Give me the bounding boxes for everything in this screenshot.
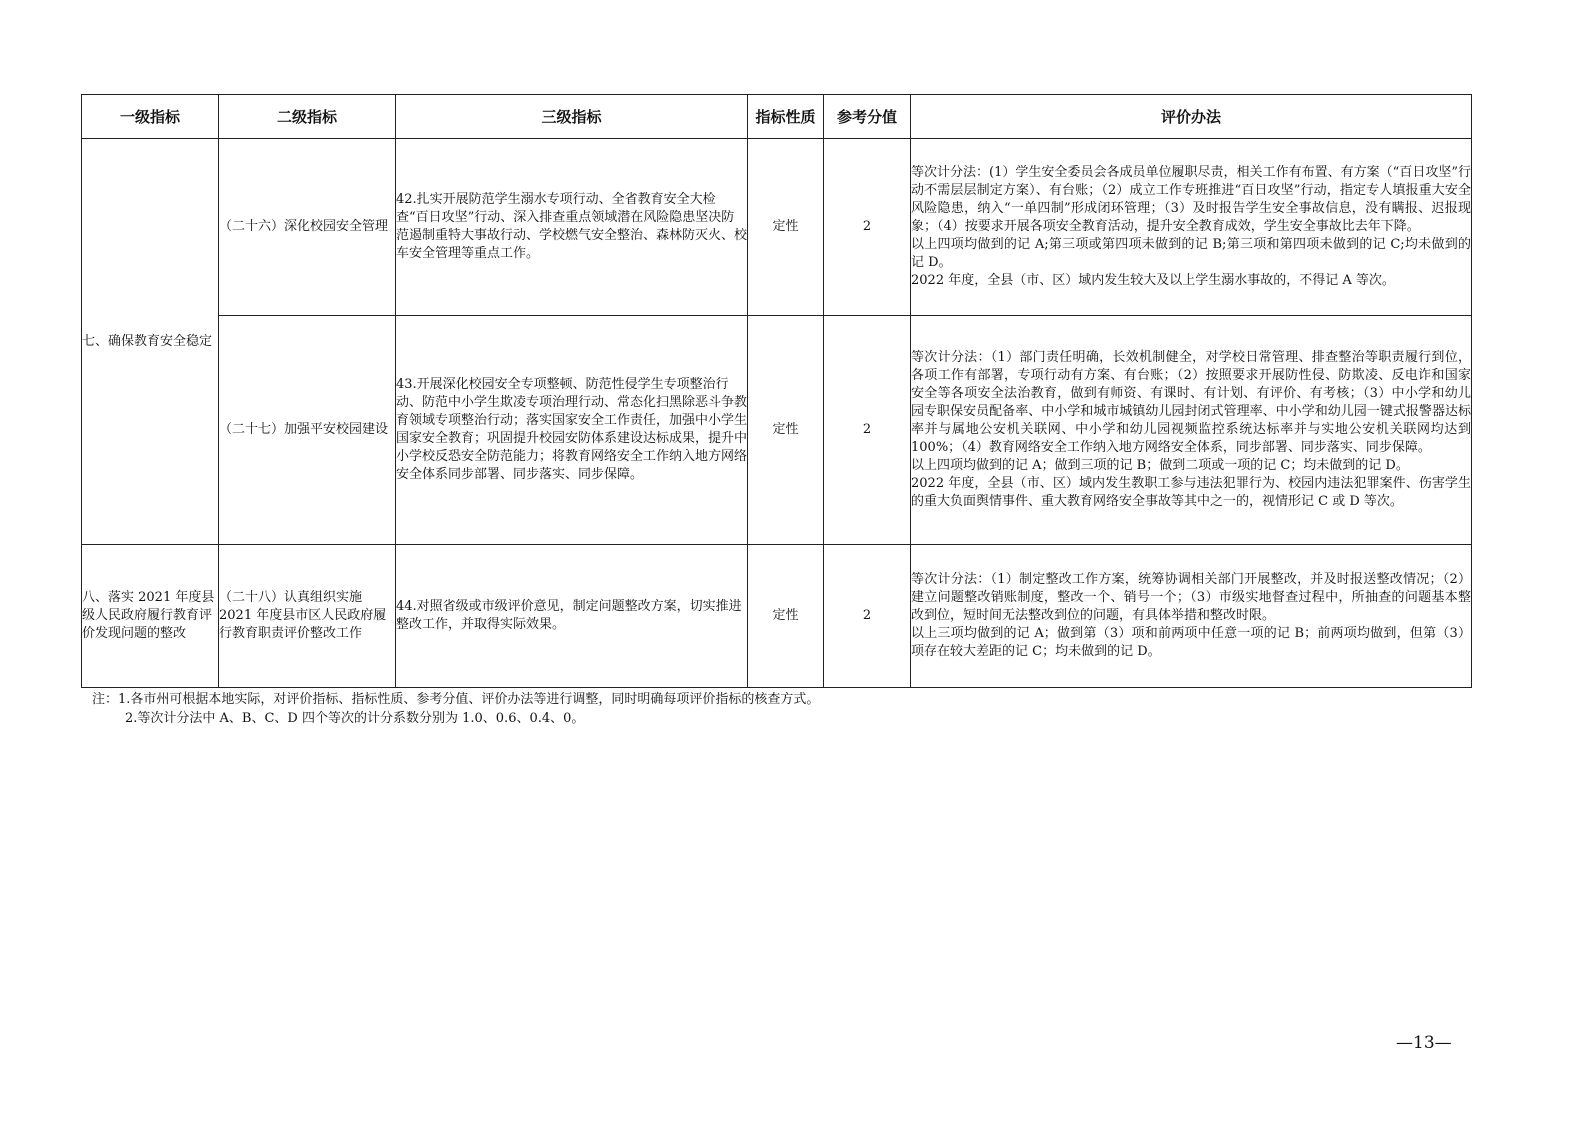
level3-cell: 44.对照省级或市级评价意见，制定问题整改方案，切实推进整改工作，并取得实际效果。	[396, 545, 748, 688]
method-cell	[911, 139, 1472, 316]
method-paragraph: 等次计分法：(1）学生安全委员会各成员单位履职尽责，相关工作有布置、有方案（“百日攻坚”行动不需层层制定方案）、有台账；（2）成立工作专班推进“百日攻坚”行动，指定专人填报重大安全风险隐患，纳入“一单四制”形成闭环管理；（3）及时报告学生安全事故信息，没有瞒报、迟报现象；（4）按要求开展各项安全教育活动，提升安全教育成效，学生安全事故比去年下降。	[911, 165, 1471, 234]
score-cell: 2	[824, 316, 911, 545]
footnotes	[92, 690, 819, 728]
method-cell	[911, 545, 1472, 688]
page-number: —13—	[1396, 1033, 1452, 1053]
nature-cell: 定性	[748, 545, 824, 688]
level1-cell: 八、落实 2021 年度县级人民政府履行教育评价发现问题的整改	[82, 545, 219, 688]
header-score: 参考分值	[824, 95, 911, 139]
level2-cell: （二十六）深化校园安全管理	[219, 139, 396, 316]
header-level2: 二级指标	[219, 95, 396, 139]
method-paragraph: 等次计分法：（1）制定整改工作方案，统筹协调相关部门开展整改，并及时报送整改情况；（2）建立问题整改销账制度，整改一个、销号一个；（3）市级实地督查过程中，所抽查的问题基本整改到位，短时间无法整改到位的问题，有具体举措和整改时限。	[911, 572, 1471, 623]
table-row	[82, 545, 1472, 688]
level2-cell: （二十八）认真组织实施 2021 年度县市区人民政府履行教育职责评价整改工作	[219, 545, 396, 688]
method-paragraph: 等次计分法：（1）部门责任明确，长效机制健全，对学校日常管理、排查整治等职责履行到位，各项工作有部署，专项行动有方案、有台账；（2）按照要求开展防性侵、防欺凌、反电诈和国家安全等各项安全法治教育，做到有师资、有课时、有计划、有评价、有考核；（3）中小学和幼儿园专职保安员配备率、中小学和城市城镇幼儿园封闭式管理率、中小学和幼儿园一键式报警器达标率并与属地公安机关联网、中小学和幼儿园视频监控系统达标率并与实地公安机关联网均达到 100%；（4）教育网络安全工作纳入地方网络安全体系，同步部署、同步落实、同步保障。	[911, 350, 1471, 455]
method-cell	[911, 316, 1472, 545]
method-paragraph: 2022 年度，全县（市、区）域内发生较大及以上学生溺水事故的，不得记 A 等次。	[911, 273, 1395, 288]
table-row	[82, 316, 1472, 545]
level3-cell: 43.开展深化校园安全专项整顿、防范性侵学生专项整治行动、防范中小学生欺凌专项治理行动、常态化扫黑除恶斗争教育领域专项整治行动；落实国家安全工作责任，加强中小学生国家安全教育；巩固提升校园安防体系建设达标成果，提升中小学校反恐安全防范能力；将教育网络安全工作纳入地方网络安全体系同步部署、同步落实、同步保障。	[396, 316, 748, 545]
header-method: 评价办法	[911, 95, 1472, 139]
level2-cell: （二十七）加强平安校园建设	[219, 316, 396, 545]
method-paragraph: 以上三项均做到的记 A；做到第（3）项和前两项中任意一项的记 B；前两项均做到，但第（3）项存在较大差距的记 C；均未做到的记 D。	[911, 626, 1471, 659]
footnote-1: 注：1.各市州可根据本地实际，对评价指标、指标性质、参考分值、评价办法等进行调整，同时明确每项评价指标的核查方式。	[92, 692, 820, 707]
method-paragraph: 以上四项均做到的记 A;第三项或第四项未做到的记 B;第三项和第四项未做到的记 C;均未做到的记 D。	[911, 237, 1471, 270]
table-header-row	[82, 95, 1472, 139]
nature-cell: 定性	[748, 316, 824, 545]
nature-cell: 定性	[748, 139, 824, 316]
evaluation-table	[81, 94, 1472, 688]
score-cell: 2	[824, 545, 911, 688]
header-level3: 三级指标	[396, 95, 748, 139]
table-row	[82, 139, 1472, 316]
score-cell: 2	[824, 139, 911, 316]
header-level1: 一级指标	[82, 95, 219, 139]
method-paragraph: 以上四项均做到的记 A；做到三项的记 B；做到二项或一项的记 C；均未做到的记 D。	[911, 458, 1409, 473]
method-paragraph: 2022 年度，全县（市、区）域内发生教职工参与违法犯罪行为、校园内违法犯罪案件、伤害学生的重大负面舆情事件、重大教育网络安全事故等其中之一的，视情形记 C 或 D 等次。	[911, 476, 1471, 509]
footnote-2: 2.等次计分法中 A、B、C、D 四个等次的计分系数分别为 1.0、0.6、0.4、0。	[125, 711, 585, 726]
header-nature: 指标性质	[748, 95, 824, 139]
level3-cell: 42.扎实开展防范学生溺水专项行动、全省教育安全大检查“百日攻坚”行动、深入排查重点领域潜在风险隐患坚决防范遏制重特大事故行动、学校燃气安全整治、森林防灭火、校车安全管理等重点工作。	[396, 139, 748, 316]
level1-cell: 七、确保教育安全稳定	[82, 139, 219, 545]
